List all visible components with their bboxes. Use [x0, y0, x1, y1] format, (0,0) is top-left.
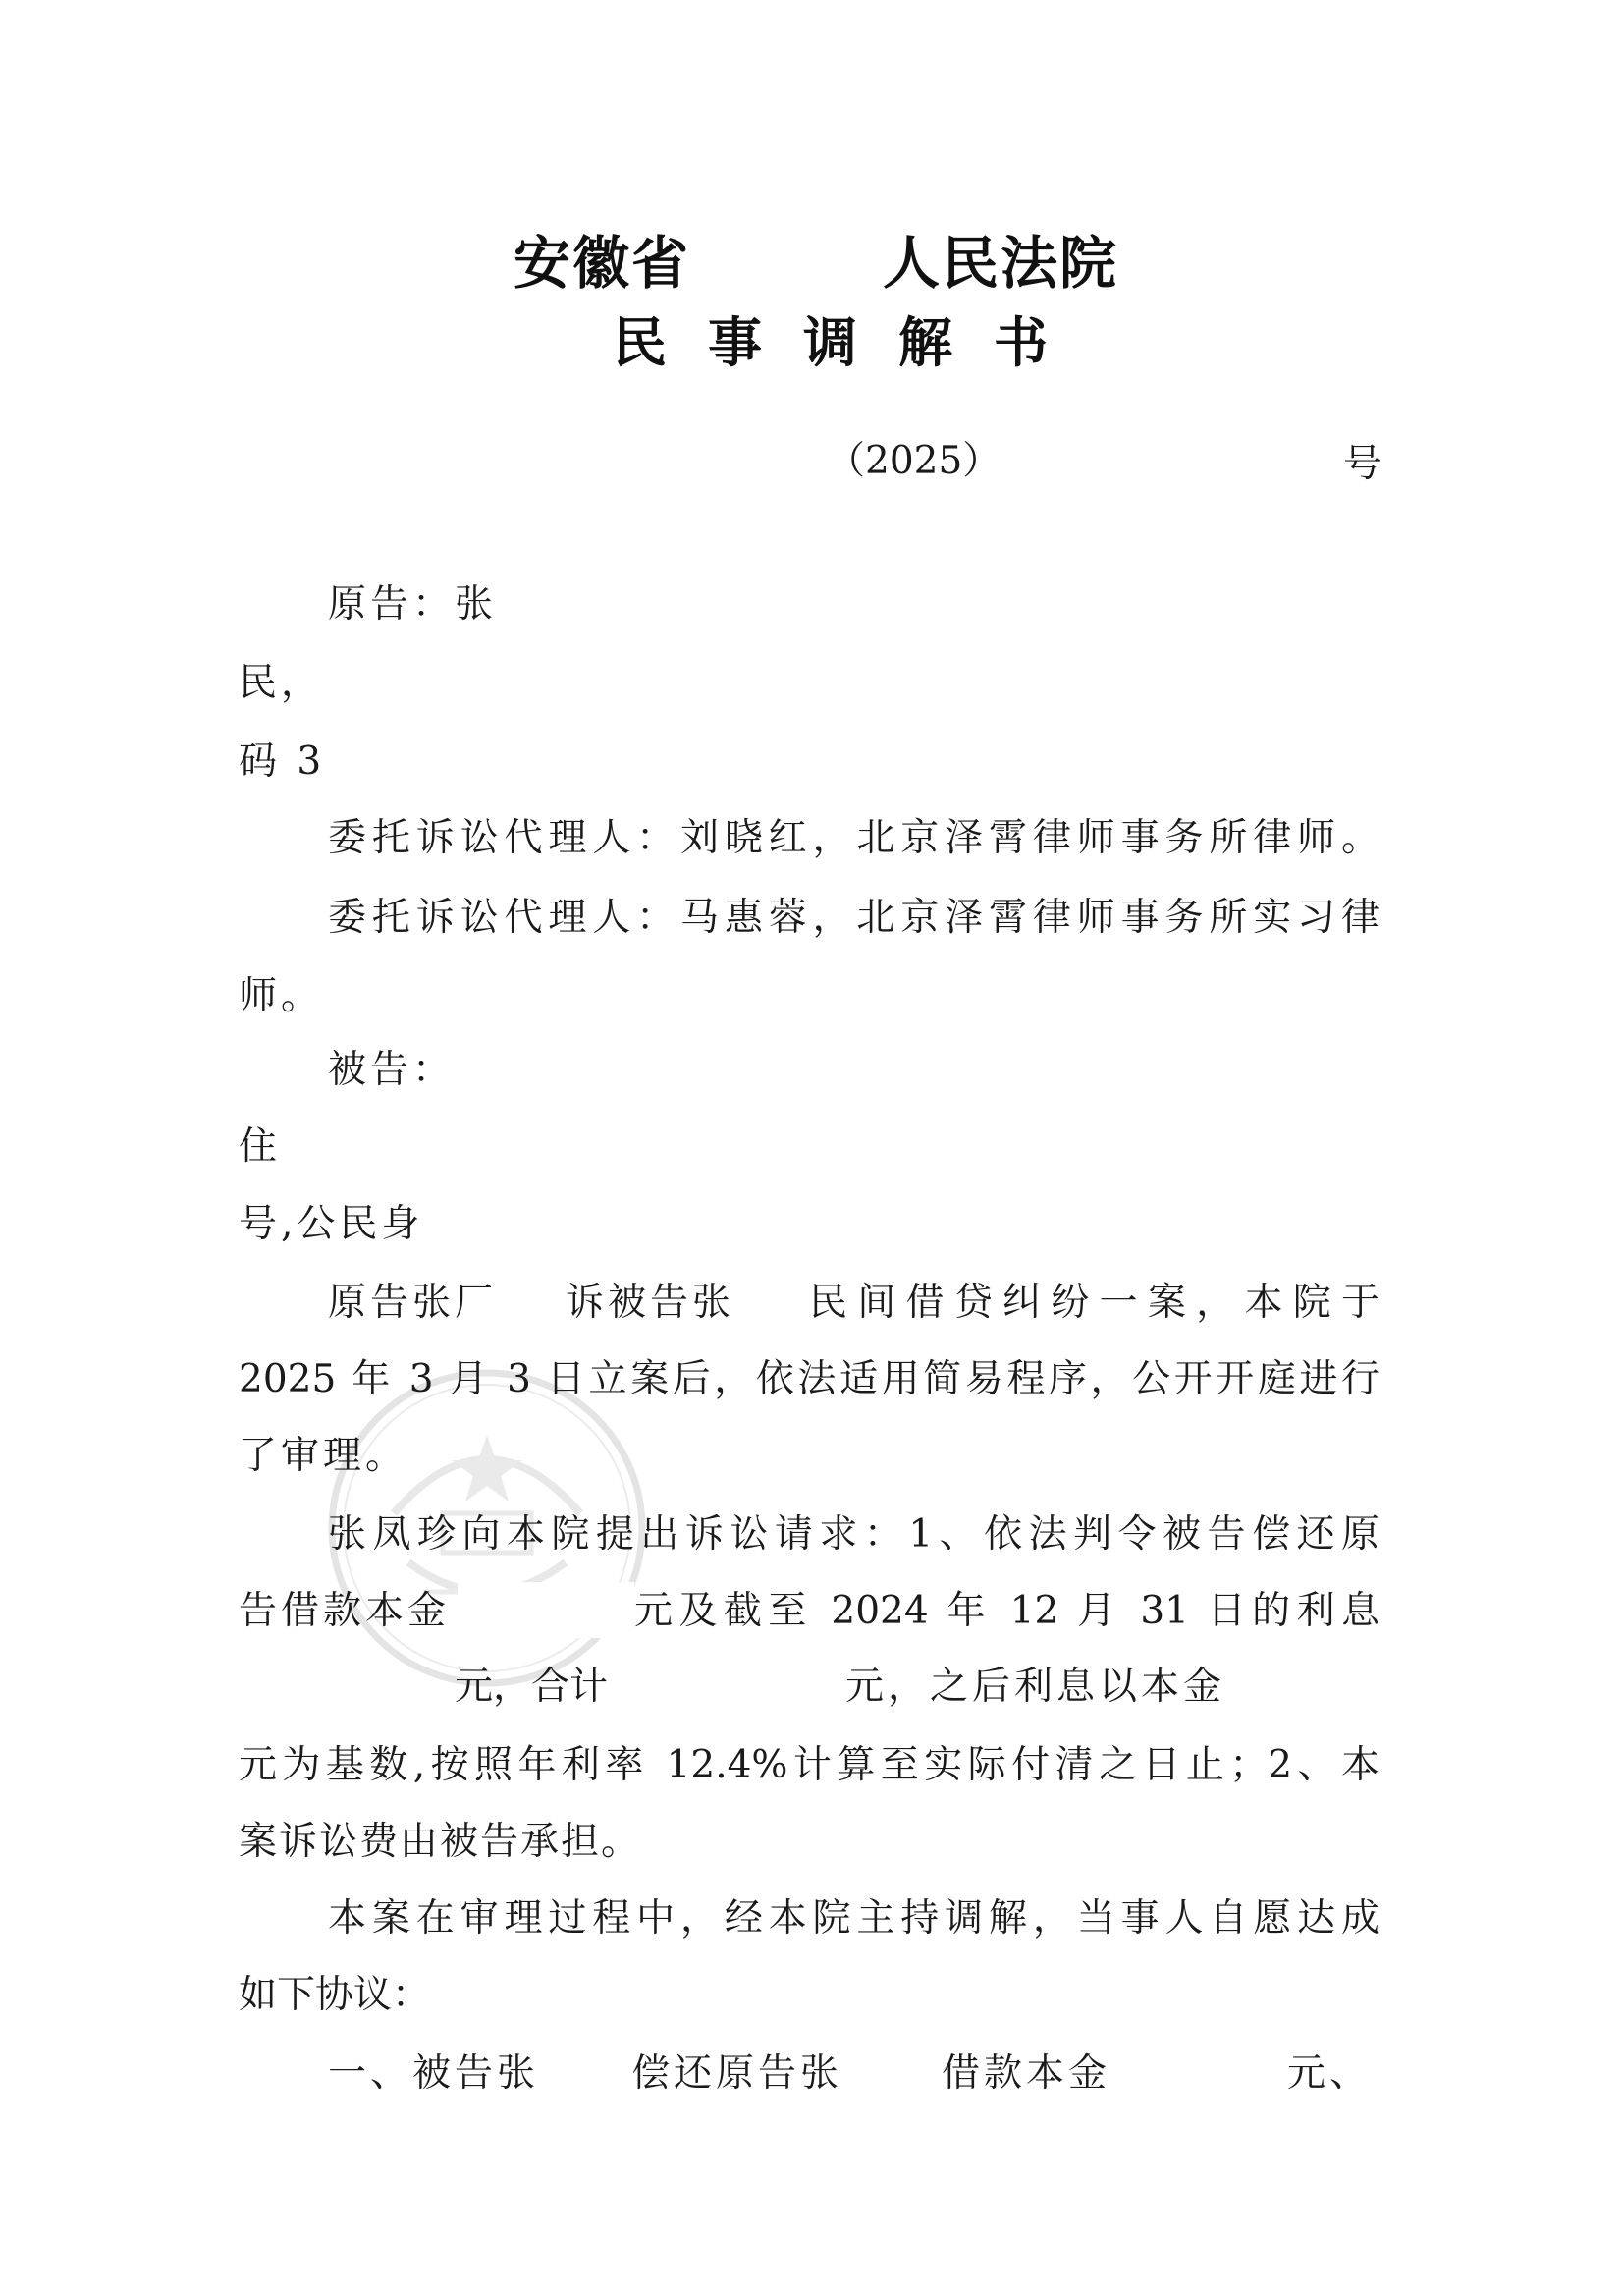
- mediation-line-1: 本案在审理过程中，经本院主持调解，当事人自愿达成: [328, 1896, 1380, 1941]
- case-year: （2025）: [827, 439, 1001, 483]
- court-name-suffix: 人民法院: [883, 230, 1119, 297]
- claims-line-2-part-1: 告借款本金: [239, 1589, 451, 1633]
- claims-line-4: 元为基数,按照年利率 12.4%计算至实际付清之日止；2、本: [239, 1743, 1380, 1787]
- claims-line-3-part-2: 元，之后利息以本金: [845, 1665, 1226, 1709]
- defendant-line-3: 号,公民身: [239, 1202, 424, 1246]
- case-number-suffix: 号: [1343, 442, 1386, 486]
- agent-2-line-2: 师。: [239, 974, 324, 1018]
- defendant-line-2: 住: [239, 1124, 282, 1169]
- agreement-item-1-part-1: 一、被告张: [328, 2051, 540, 2096]
- plaintiff-line-3: 码 3: [239, 739, 326, 784]
- intro-line-1-part-3: 民间借贷纠纷一案，本院于: [809, 1281, 1380, 1325]
- claims-line-2-part-2: 元及截至 2024 年 12 月 31 日的利息: [634, 1589, 1380, 1633]
- agreement-item-1-part-4: 元、: [1287, 2051, 1373, 2096]
- redaction-box: [458, 1582, 634, 1638]
- intro-line-3: 了审理。: [239, 1434, 408, 1478]
- plaintiff-line-2: 民，: [239, 661, 324, 705]
- intro-line-1-part-1: 原告张厂: [328, 1281, 498, 1325]
- claims-line-5: 案诉讼费由被告承担。: [239, 1820, 642, 1864]
- agreement-item-1-part-3: 借款本金: [942, 2051, 1111, 2096]
- mediation-line-2: 如下协议：: [239, 1973, 431, 2017]
- agent-1: 委托诉讼代理人：刘晓红，北京泽霄律师事务所律师。: [328, 816, 1380, 860]
- intro-line-1-part-2: 诉被告张: [566, 1281, 735, 1325]
- defendant-line-1: 被告：: [328, 1048, 456, 1092]
- agreement-item-1-part-2: 偿还原告张: [631, 2051, 843, 2096]
- claims-line-3-part-1: 元，合计: [455, 1665, 609, 1709]
- claims-line-1: 张凤珍向本院提出诉讼请求：1、依法判令被告偿还原: [328, 1512, 1380, 1557]
- agent-2-line-1: 委托诉讼代理人：马惠蓉，北京泽霄律师事务所实习律: [328, 896, 1380, 940]
- document-type-title: 民 事 调 解 书: [613, 311, 1048, 374]
- court-name-prefix: 安徽省: [514, 230, 691, 297]
- intro-line-2: 2025 年 3 月 3 日立案后，依法适用简易程序，公开开庭进行: [239, 1357, 1380, 1401]
- plaintiff-line-1: 原告：张: [328, 582, 498, 627]
